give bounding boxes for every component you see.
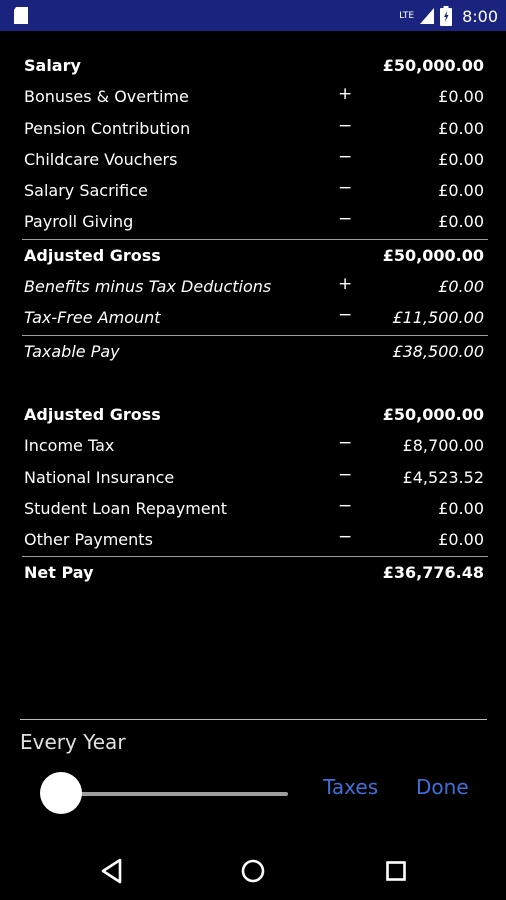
row-value: £8,700.00 [402, 436, 484, 456]
operator-sign: − [338, 209, 353, 230]
frequency-slider-thumb[interactable] [40, 772, 82, 814]
network-type: LTE [399, 10, 415, 21]
row-value: £36,776.48 [382, 563, 484, 583]
list-item [22, 271, 488, 302]
row-value: £0.00 [438, 149, 484, 169]
row-value: £0.00 [438, 212, 484, 232]
row-value: £4,523.52 [402, 467, 484, 487]
operator-sign: − [338, 433, 353, 454]
net-adjusted-gross-row [22, 399, 488, 430]
operator-sign: + [338, 274, 353, 295]
row-value: £50,000.00 [382, 245, 484, 265]
taxes-button[interactable]: Taxes [323, 775, 379, 799]
status-bar [0, 0, 506, 31]
list-item [22, 430, 488, 461]
operator-sign: − [338, 178, 353, 199]
row-label: National Insurance [24, 467, 175, 487]
sd-card-icon [12, 6, 30, 25]
clock: 8:00 [462, 6, 498, 26]
home-circle-icon[interactable] [241, 859, 265, 883]
list-item [22, 175, 488, 206]
done-button[interactable]: Done [416, 775, 469, 799]
list-item [22, 50, 488, 81]
list-item [22, 493, 488, 524]
list-item [22, 302, 488, 333]
list-item [22, 144, 488, 175]
row-label: Bonuses & Overtime [24, 87, 189, 107]
row-value: £0.00 [438, 118, 484, 138]
row-label: Other Payments [24, 530, 153, 550]
row-label: Net Pay [24, 563, 94, 583]
row-value: £0.00 [438, 87, 484, 107]
row-label: Pension Contribution [24, 118, 191, 138]
operator-sign: + [338, 84, 353, 105]
row-value: £50,000.00 [382, 56, 484, 75]
row-value: £0.00 [438, 498, 484, 518]
row-value: £0.00 [438, 277, 484, 297]
row-value: £11,500.00 [392, 308, 484, 328]
row-label: Benefits minus Tax Deductions [24, 277, 272, 297]
recents-square-icon[interactable] [386, 861, 406, 881]
footer-divider [20, 719, 487, 720]
status-icons [399, 4, 498, 28]
adjusted-gross-row [22, 240, 488, 271]
operator-sign: − [338, 464, 353, 485]
list-item [22, 206, 488, 237]
back-triangle-icon[interactable] [100, 858, 124, 884]
list-item [22, 81, 488, 112]
list-item [22, 524, 488, 555]
row-label: Tax-Free Amount [24, 308, 161, 328]
row-label: Salary Sacrifice [24, 181, 148, 201]
pay-breakdown [22, 50, 488, 589]
row-label: Payroll Giving [24, 212, 134, 232]
row-label: Taxable Pay [24, 341, 120, 361]
row-label: Salary [24, 56, 81, 75]
taxable-section [22, 271, 488, 334]
row-value: £0.00 [438, 181, 484, 201]
operator-sign: − [338, 495, 353, 516]
signal-icon [420, 8, 434, 24]
operator-sign: − [338, 305, 353, 326]
navigation-bar [0, 842, 506, 900]
row-value: £0.00 [438, 530, 484, 550]
list-item [22, 113, 488, 144]
taxable-pay-row [22, 336, 488, 367]
row-label: Student Loan Repayment [24, 498, 228, 518]
gross-section [22, 50, 488, 238]
frequency-label: Every Year [20, 730, 126, 754]
row-label: Adjusted Gross [24, 245, 161, 265]
operator-sign: − [338, 527, 353, 548]
operator-sign: − [338, 115, 353, 136]
deductions-section [22, 430, 488, 555]
frequency-slider-track[interactable] [62, 792, 288, 796]
list-item [22, 462, 488, 493]
operator-sign: − [338, 146, 353, 167]
row-label: Adjusted Gross [24, 404, 161, 424]
row-value: £38,500.00 [392, 341, 484, 361]
row-label: Childcare Vouchers [24, 149, 178, 169]
row-value: £50,000.00 [382, 404, 484, 424]
battery-icon [440, 6, 452, 26]
row-label: Income Tax [24, 436, 115, 456]
net-pay-row [22, 557, 488, 588]
